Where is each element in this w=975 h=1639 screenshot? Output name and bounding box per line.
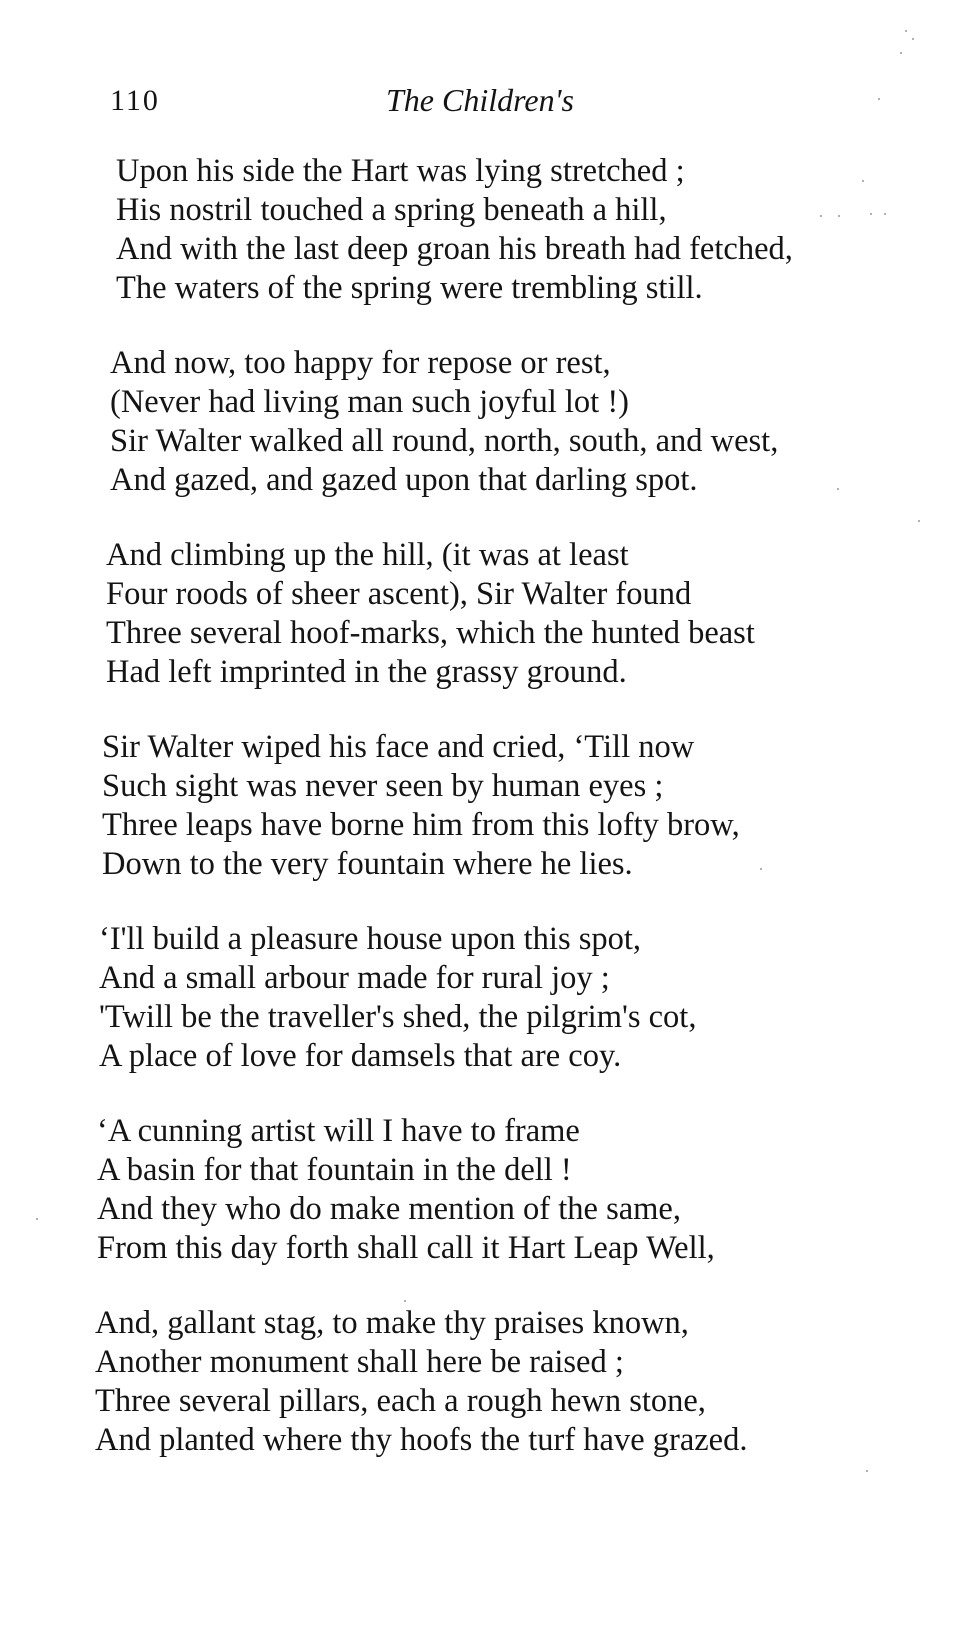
running-head [110, 82, 630, 132]
stanza [0, 1304, 975, 1460]
poem-line: 'Twill be the traveller's shed, the pilgrim's cot, [99, 999, 697, 1035]
poem-line: And, gallant stag, to make thy praises known, [95, 1305, 689, 1341]
poem-line: Down to the very fountain where he lies. [102, 846, 633, 882]
poem-line: Three several pillars, each a rough hewn stone, [95, 1383, 706, 1419]
stanza [0, 152, 975, 308]
poem-line: Another monument shall here be raised ; [95, 1344, 624, 1380]
poem-line: Three several hoof-marks, which the hunted beast [106, 615, 755, 651]
scan-speck [900, 52, 902, 54]
poem-line: And climbing up the hill, (it was at least [106, 537, 629, 573]
page-number: 110 [110, 84, 160, 117]
poem-line: And planted where thy hoofs the turf have grazed. [95, 1422, 748, 1458]
poem-line: Sir Walter walked all round, north, south, and west, [110, 423, 779, 459]
poem-line: The waters of the spring were trembling still. [116, 270, 703, 306]
poem-line: From this day forth shall call it Hart Leap Well, [97, 1230, 715, 1266]
scan-speck [912, 38, 914, 40]
poem-line: A place of love for damsels that are coy. [99, 1038, 622, 1074]
poem-line: And they who do make mention of the same, [97, 1191, 681, 1227]
poem-line: Such sight was never seen by human eyes ; [102, 768, 664, 804]
poem-line: Three leaps have borne him from this lofty brow, [102, 807, 740, 843]
poem-line: Upon his side the Hart was lying stretched ; [116, 153, 685, 189]
poem-line: Had left imprinted in the grassy ground. [106, 654, 627, 690]
poem-line: ‘A cunning artist will I have to frame [97, 1113, 580, 1149]
scan-speck [866, 1470, 868, 1472]
poem-line: ‘I'll build a pleasure house upon this spot, [99, 921, 642, 957]
poem-line: A basin for that fountain in the dell ! [97, 1152, 572, 1188]
poem-line: Four roods of sheer ascent), Sir Walter found [106, 576, 692, 612]
poem-line: And with the last deep groan his breath had fetched, [116, 231, 793, 267]
poem-line: Sir Walter wiped his face and cried, ‘Till now [102, 729, 695, 765]
stanza [0, 1112, 975, 1268]
scan-speck [905, 30, 907, 32]
poem-line: And a small arbour made for rural joy ; [99, 960, 610, 996]
stanza [0, 920, 975, 1076]
stanza [0, 536, 975, 692]
poem-line: (Never had living man such joyful lot !) [110, 384, 629, 420]
scan-speck [878, 98, 880, 100]
poem-line: And now, too happy for repose or rest, [110, 345, 611, 381]
running-title: The Children's [386, 82, 574, 118]
poem-line: And gazed, and gazed upon that darling spot. [110, 462, 698, 498]
stanza [0, 344, 975, 500]
poem-body [0, 152, 975, 1460]
poem-line: His nostril touched a spring beneath a hill, [116, 192, 667, 228]
stanza [0, 728, 975, 884]
